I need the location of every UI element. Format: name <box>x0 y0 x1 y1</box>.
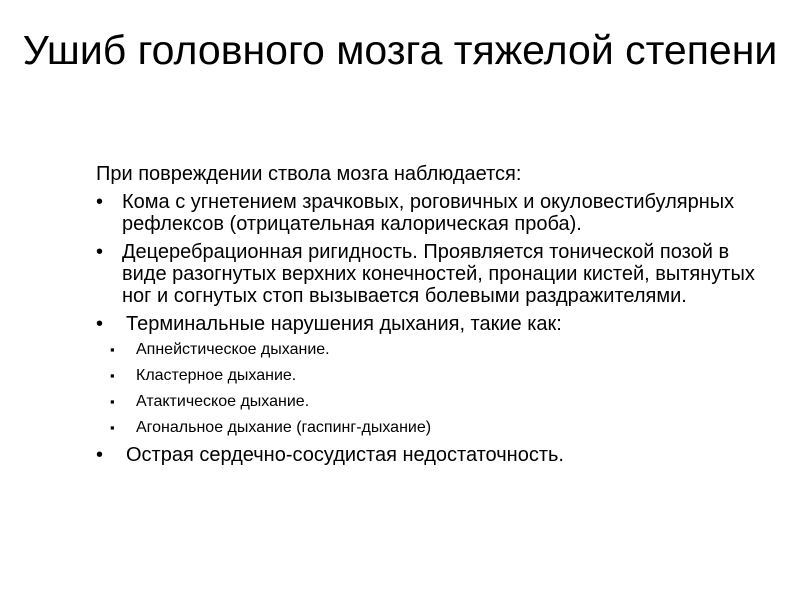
sub-list-item <box>96 340 776 360</box>
intro-text: При повреждении ствола мозга наблюдается: <box>96 163 522 185</box>
bullet-text: Децеребрационная ригидность. Проявляется тонической позой в виде разогнутых верхних конечностей, пронации кистей, вытянутых ног и согнутых стоп вызывается болевыми раздражителями. <box>122 241 755 307</box>
sub-list <box>110 340 776 438</box>
bullet-dot-icon: • <box>96 191 104 213</box>
bullet-dot-icon: • <box>96 313 104 335</box>
sub-bullet-text: Кластерное дыхание. <box>136 367 297 384</box>
bullet-dot-icon: • <box>96 241 104 263</box>
sub-list-item <box>96 366 776 386</box>
slide-title: Ушиб головного мозга тяжелой степени <box>22 27 778 73</box>
sub-bullet-text: Агональное дыхание (гаспинг-дыхание) <box>136 419 432 436</box>
bullet-text: Кома с угнетением зрачковых, роговичных и окуловестибулярных рефлексов (отрицательная калорическая проба). <box>122 191 735 235</box>
sub-list-item <box>96 392 776 412</box>
list-item <box>96 313 776 438</box>
bullet-list <box>96 191 776 466</box>
square-bullet-icon: ▪ <box>110 394 115 409</box>
bullet-dot-icon: • <box>96 444 104 466</box>
sub-bullet-text: Атактическое дыхание. <box>136 393 310 410</box>
sub-list-item <box>96 418 776 438</box>
list-item <box>96 241 776 307</box>
bullet-text: Терминальные нарушения дыхания, такие как: <box>126 313 562 335</box>
bullet-text: Острая сердечно-сосудистая недостаточность. <box>126 444 564 466</box>
list-item <box>96 444 776 466</box>
square-bullet-icon: ▪ <box>110 368 115 383</box>
slide-content <box>96 163 776 472</box>
sub-bullet-text: Апнейстическое дыхание. <box>136 341 330 358</box>
square-bullet-icon: ▪ <box>110 420 115 435</box>
square-bullet-icon: ▪ <box>110 342 115 357</box>
list-item <box>96 191 776 235</box>
